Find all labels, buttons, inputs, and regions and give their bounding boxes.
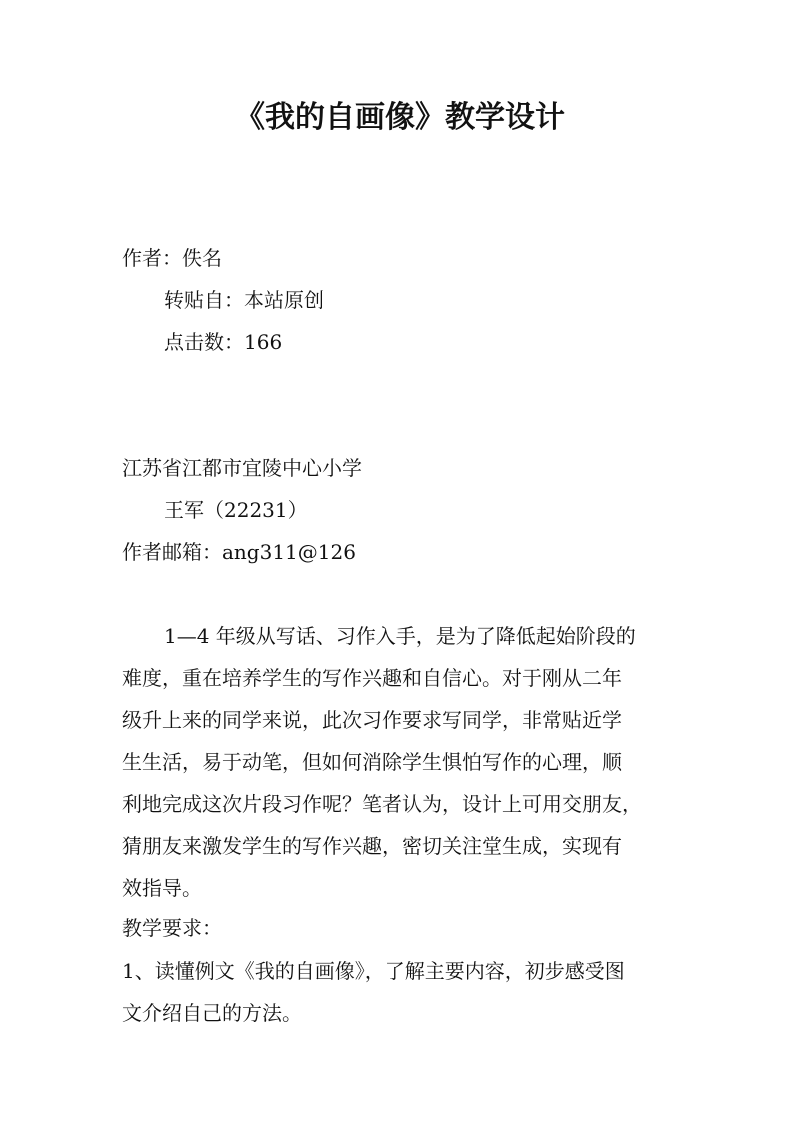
requirements-heading: 教学要求：: [122, 916, 222, 940]
source-line: 转贴自：本站原创: [164, 288, 324, 312]
intro-line: 1—4 年级从写话、习作入手，是为了降低起始阶段的: [164, 624, 636, 648]
intro-line: 生生活，易于动笔，但如何消除学生惧怕写作的心理，顺: [122, 750, 622, 774]
requirement-line: 1、读懂例文《我的自画像》，了解主要内容，初步感受图: [122, 959, 625, 983]
intro-line: 级升上来的同学来说，此次习作要求写同学，非常贴近学: [122, 708, 622, 732]
author-email-line: 作者邮箱：ang311@126: [122, 540, 356, 564]
intro-line: 猜朋友来激发学生的写作兴趣，密切关注堂生成，实现有: [122, 834, 622, 858]
requirement-line: 文介绍自己的方法。: [122, 1001, 302, 1025]
author-line: 作者：佚名: [122, 246, 222, 270]
document-title: 《我的自画像》教学设计: [235, 100, 565, 135]
intro-line: 效指导。: [122, 876, 202, 900]
teacher-name-line: 王军（22231）: [164, 498, 308, 522]
intro-paragraph: [122, 615, 667, 909]
school-line: 江苏省江都市宜陵中心小学: [122, 456, 362, 480]
hits-line: 点击数：166: [164, 330, 283, 354]
intro-line: 利地完成这次片段习作呢？笔者认为，设计上可用交朋友，: [122, 792, 642, 816]
requirement-1-paragraph: [122, 950, 667, 1034]
intro-line: 难度，重在培养学生的写作兴趣和自信心。对于刚从二年: [122, 666, 622, 690]
